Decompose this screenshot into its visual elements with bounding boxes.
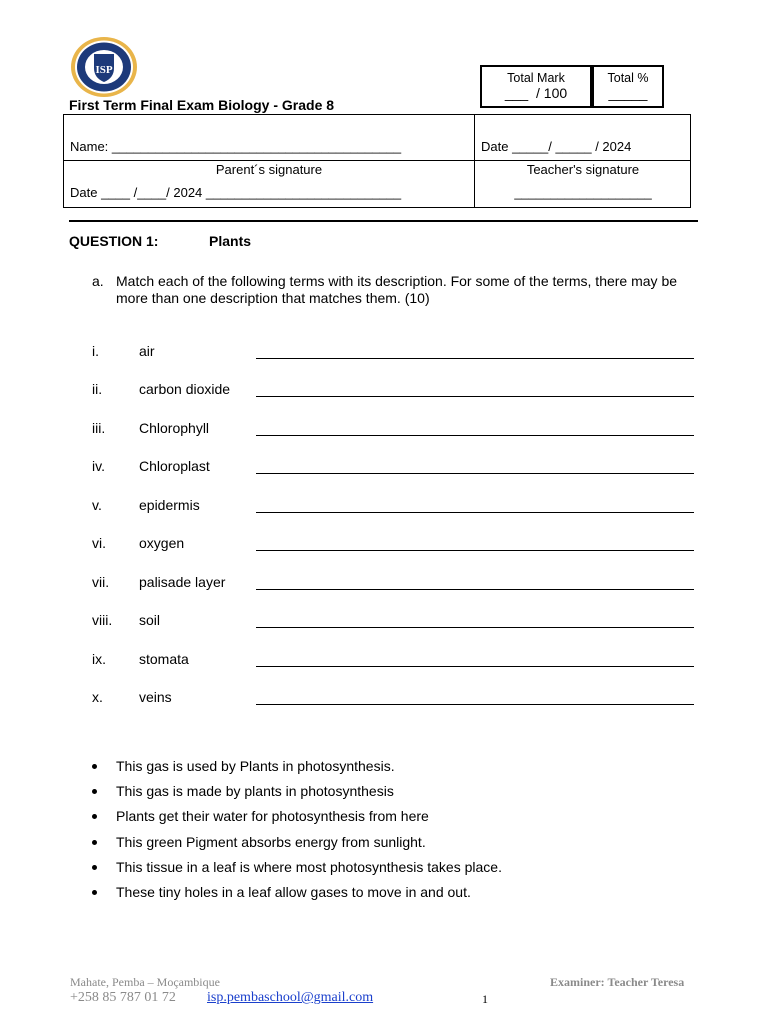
footer-address: Mahate, Pemba – Moçambique bbox=[70, 975, 220, 989]
answer-line[interactable] bbox=[256, 627, 694, 628]
logo-text: ISP bbox=[95, 64, 113, 76]
term-number: v. bbox=[92, 497, 102, 513]
bullet-icon bbox=[92, 814, 97, 819]
term-label: air bbox=[139, 343, 155, 359]
answer-line[interactable] bbox=[256, 550, 694, 551]
name-field[interactable]: Name: ________________________________________ bbox=[70, 139, 402, 154]
term-label: palisade layer bbox=[139, 574, 226, 590]
term-row bbox=[0, 458, 768, 478]
answer-line[interactable] bbox=[256, 435, 694, 436]
answer-line[interactable] bbox=[256, 358, 694, 359]
term-row bbox=[0, 689, 768, 709]
list-item: This tissue in a leaf is where most photosynthesis takes place. bbox=[92, 859, 502, 884]
divider bbox=[69, 220, 698, 222]
term-row bbox=[0, 535, 768, 555]
answer-line[interactable] bbox=[256, 396, 694, 397]
term-number: x. bbox=[92, 689, 103, 705]
question-topic: Plants bbox=[209, 233, 252, 249]
answer-line[interactable] bbox=[256, 666, 694, 667]
bullet-icon bbox=[92, 840, 97, 845]
term-row bbox=[0, 651, 768, 671]
term-row bbox=[0, 420, 768, 440]
list-item: This gas is made by plants in photosynthesis bbox=[92, 783, 502, 808]
term-row bbox=[0, 574, 768, 594]
total-percent-box bbox=[592, 65, 664, 108]
list-item: Plants get their water for photosynthesis from here bbox=[92, 808, 502, 833]
list-item: This gas is used by Plants in photosynthesis. bbox=[92, 758, 502, 783]
exam-title: First Term Final Exam Biology - Grade 8 bbox=[69, 97, 335, 113]
term-label: carbon dioxide bbox=[139, 381, 231, 397]
student-info-table bbox=[63, 114, 691, 208]
teacher-signature-label: Teacher's signature bbox=[526, 162, 640, 177]
term-label: Chlorophyll bbox=[139, 420, 210, 436]
term-row bbox=[0, 612, 768, 632]
list-item: This green Pigment absorbs energy from sunlight. bbox=[92, 834, 502, 859]
list-item: These tiny holes in a leaf allow gases to move in and out. bbox=[92, 884, 502, 909]
bullet-icon bbox=[92, 764, 97, 769]
date-field[interactable]: Date _____/ _____ / 2024 bbox=[481, 139, 632, 154]
term-label: oxygen bbox=[139, 535, 185, 551]
instruction-text: Match each of the following terms with its description. For some of the terms, there may be more than one description that matches them. (10) bbox=[116, 273, 678, 306]
term-number: i. bbox=[92, 343, 99, 359]
question-heading bbox=[69, 233, 252, 249]
term-row bbox=[0, 381, 768, 401]
footer-phone: +258 85 787 01 72 bbox=[70, 990, 176, 1005]
term-row bbox=[0, 343, 768, 363]
part-letter: a. bbox=[92, 273, 104, 289]
parent-signature-label: Parent´s signature bbox=[215, 162, 323, 177]
answer-line[interactable] bbox=[256, 704, 694, 705]
description-list bbox=[92, 758, 502, 909]
total-percent-label: Total % bbox=[607, 71, 649, 85]
term-number: vii. bbox=[92, 574, 110, 590]
term-label: Chloroplast bbox=[139, 458, 210, 474]
total-percent-value[interactable]: _____ bbox=[608, 85, 648, 101]
total-mark-label: Total Mark bbox=[507, 71, 565, 85]
bullet-icon bbox=[92, 789, 97, 794]
term-label: veins bbox=[139, 689, 172, 705]
parent-date-signature-field[interactable]: Date ____ /____/ 2024 ___________________________ bbox=[70, 185, 402, 200]
term-label: stomata bbox=[139, 651, 189, 667]
answer-line[interactable] bbox=[256, 589, 694, 590]
term-number: vi. bbox=[92, 535, 106, 551]
answer-line[interactable] bbox=[256, 512, 694, 513]
school-logo bbox=[70, 36, 138, 98]
term-number: iv. bbox=[92, 458, 105, 474]
footer-examiner: Examiner: Teacher Teresa bbox=[550, 975, 685, 989]
term-number: viii. bbox=[92, 612, 113, 628]
question-label: QUESTION 1: bbox=[69, 233, 159, 249]
answer-line[interactable] bbox=[256, 473, 694, 474]
term-number: ix. bbox=[92, 651, 106, 667]
total-mark-box bbox=[480, 65, 592, 108]
term-label: soil bbox=[139, 612, 161, 628]
bullet-icon bbox=[92, 865, 97, 870]
footer-email-link[interactable]: isp.pembaschool@gmail.com bbox=[207, 990, 374, 1005]
term-number: iii. bbox=[92, 420, 106, 436]
total-mark-value[interactable]: ___ / 100 bbox=[504, 85, 568, 101]
term-label: epidermis bbox=[139, 497, 200, 513]
teacher-signature-field[interactable]: ___________________ bbox=[514, 185, 652, 200]
page-number: 1 bbox=[482, 992, 488, 1006]
bullet-icon bbox=[92, 890, 97, 895]
term-row bbox=[0, 497, 768, 517]
term-number: ii. bbox=[92, 381, 103, 397]
